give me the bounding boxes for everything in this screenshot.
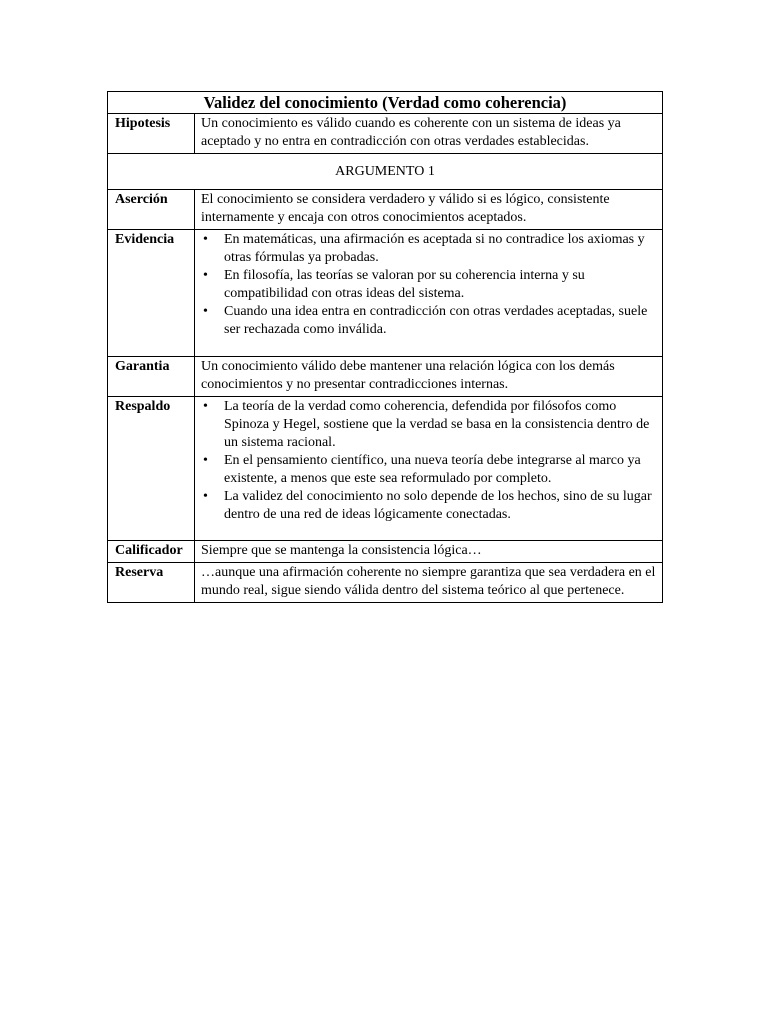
reserva-label: Reserva <box>108 563 195 603</box>
argument-table <box>107 91 663 603</box>
respaldo-item-text: La teoría de la verdad como coherencia, defendida por filósofos como Spinoza y Hegel, sostiene que la verdad se basa en la consistencia dentro de un sistema racional. <box>224 399 650 450</box>
argument-heading: ARGUMENTO 1 <box>108 154 663 190</box>
calificador-text: Siempre que se mantenga la consistencia lógica… <box>195 541 663 563</box>
asercion-text: El conocimiento se considera verdadero y válido si es lógico, consistente internamente y encaja con otros conocimientos aceptados. <box>195 190 663 230</box>
bullet-icon: • <box>203 232 208 247</box>
asercion-label: Aserción <box>108 190 195 230</box>
list-item <box>201 231 657 267</box>
evidencia-content <box>195 230 663 357</box>
hipotesis-text: Un conocimiento es válido cuando es coherente con un sistema de ideas ya aceptado y no entra en contradicción con otras verdades establecidas. <box>195 114 663 154</box>
evidencia-item-text: En filosofía, las teorías se valoran por su coherencia interna y su compatibilidad con otras ideas del sistema. <box>224 268 585 301</box>
respaldo-row <box>108 397 663 541</box>
calificador-row <box>108 541 663 563</box>
hipotesis-label: Hipotesis <box>108 114 195 154</box>
evidencia-label: Evidencia <box>108 230 195 357</box>
garantia-row <box>108 357 663 397</box>
garantia-label: Garantia <box>108 357 195 397</box>
bullet-icon: • <box>203 453 208 468</box>
evidencia-row <box>108 230 663 357</box>
title-row <box>108 92 663 114</box>
evidencia-list <box>201 231 657 339</box>
respaldo-item-text: La validez del conocimiento no solo depende de los hechos, sino de su lugar dentro de una red de ideas lógicamente conectadas. <box>224 489 652 522</box>
calificador-label: Calificador <box>108 541 195 563</box>
reserva-text: …aunque una afirmación coherente no siempre garantiza que sea verdadera en el mundo real, sigue siendo válida dentro del sistema teórico al que pertenece. <box>195 563 663 603</box>
hipotesis-row <box>108 114 663 154</box>
table-title: Validez del conocimiento (Verdad como coherencia) <box>108 92 663 114</box>
argument-heading-row <box>108 154 663 190</box>
list-item <box>201 267 657 303</box>
asercion-row <box>108 190 663 230</box>
list-item <box>201 303 657 339</box>
respaldo-item-text: En el pensamiento científico, una nueva teoría debe integrarse al marco ya existente, a menos que este sea reformulado por completo. <box>224 453 641 486</box>
list-item <box>201 398 657 452</box>
bullet-icon: • <box>203 304 208 319</box>
evidencia-item-text: Cuando una idea entra en contradicción con otras verdades aceptadas, suele ser rechazada como inválida. <box>224 304 648 337</box>
bullet-icon: • <box>203 268 208 283</box>
respaldo-content <box>195 397 663 541</box>
respaldo-list <box>201 398 657 524</box>
list-item <box>201 488 657 524</box>
evidencia-item-text: En matemáticas, una afirmación es aceptada si no contradice los axiomas y otras fórmulas ya probadas. <box>224 232 645 265</box>
respaldo-label: Respaldo <box>108 397 195 541</box>
bullet-icon: • <box>203 399 208 414</box>
garantia-text: Un conocimiento válido debe mantener una relación lógica con los demás conocimientos y no presentar contradicciones internas. <box>195 357 663 397</box>
reserva-row <box>108 563 663 603</box>
list-item <box>201 452 657 488</box>
bullet-icon: • <box>203 489 208 504</box>
